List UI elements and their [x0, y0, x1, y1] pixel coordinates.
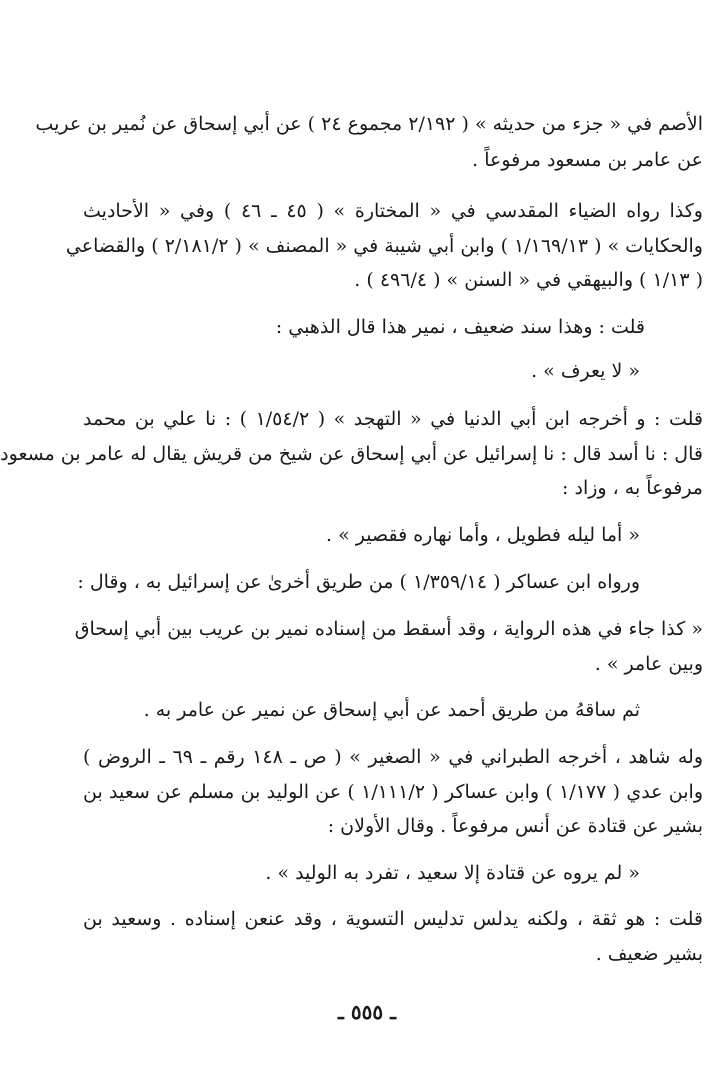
text-line: ( ١/١٣ ) والبيهقي في « السنن » ( ٤٩٦/٤ ) . — [354, 269, 703, 291]
text-line: « أما ليله فطويل ، وأما نهاره فقصير » . — [326, 524, 640, 546]
page-number: ـ ٥٥٥ ـ — [338, 1000, 396, 1024]
text-line: « كذا جاء في هذه الرواية ، وقد أسقط من إسناده نمير بن عريب بين أبي إسحاق — [74, 618, 703, 640]
text-line: وله شاهد ، أخرجه الطبراني في « الصغير » ( ص ـ ١٤٨ رقم ـ ٦٩ ـ الروض ) — [83, 746, 704, 768]
text-line: قال : نا أسد قال : نا إسرائيل عن أبي إسحاق عن شيخ من قريش يقال له عامر بن مسعود — [0, 443, 703, 465]
text-line: وبين عامر » . — [594, 653, 703, 675]
text-line: عن عامر بن مسعود مرفوعاً . — [472, 149, 703, 171]
text-line: وابن عدي ( ١/١٧٧ ) وابن عساكر ( ١/١١١/٢ ) عن الوليد بن مسلم عن سعيد بن — [83, 781, 703, 803]
text-line: وكذا رواه الضياء المقدسي في « المختارة » ( ٤٥ ـ ٤٦ ) وفي « الأحاديث — [83, 200, 703, 222]
text-line: الأصم في « جزء من حديثه » ( ٢/١٩٢ مجموع ٢٤ ) عن أبي إسحاق عن نُمير بن عريب — [35, 113, 703, 135]
text-line: مرفوعاً به ، وزاد : — [562, 477, 703, 499]
text-line: والحكايات » ( ١/١٦٩/١٣ ) وابن أبي شيبة في « المصنف » ( ٢/١٨١/٢ ) والقضاعي — [65, 235, 703, 257]
text-line: ثم ساقهُ من طريق أحمد عن أبي إسحاق عن نمير عن عامر به . — [143, 699, 640, 721]
text-line: قلت : و أخرجه ابن أبي الدنيا في « التهجد » ( ١/٥٤/٢ ) : نا علي بن محمد — [83, 408, 703, 430]
text-line: « لم يروه عن قتادة إلا سعيد ، تفرد به الوليد » . — [265, 862, 640, 884]
text-line: ورواه ابن عساكر ( ١/٣٥٩/١٤ ) من طريق أخرىٰ عن إسرائيل به ، وقال : — [77, 571, 640, 593]
text-line: بشير عن قتادة عن أنس مرفوعاً . وقال الأولان : — [327, 815, 703, 837]
text-line: بشير ضعيف . — [595, 943, 703, 965]
text-line: قلت : هو ثقة ، ولكنه يدلس تدليس التسوية ، وقد عنعن إسناده . وسعيد بن — [83, 908, 703, 930]
text-line: قلت : وهذا سند ضعيف ، نمير هذا قال الذهبي : — [275, 316, 645, 338]
text-line: « لا يعرف » . — [531, 360, 640, 382]
